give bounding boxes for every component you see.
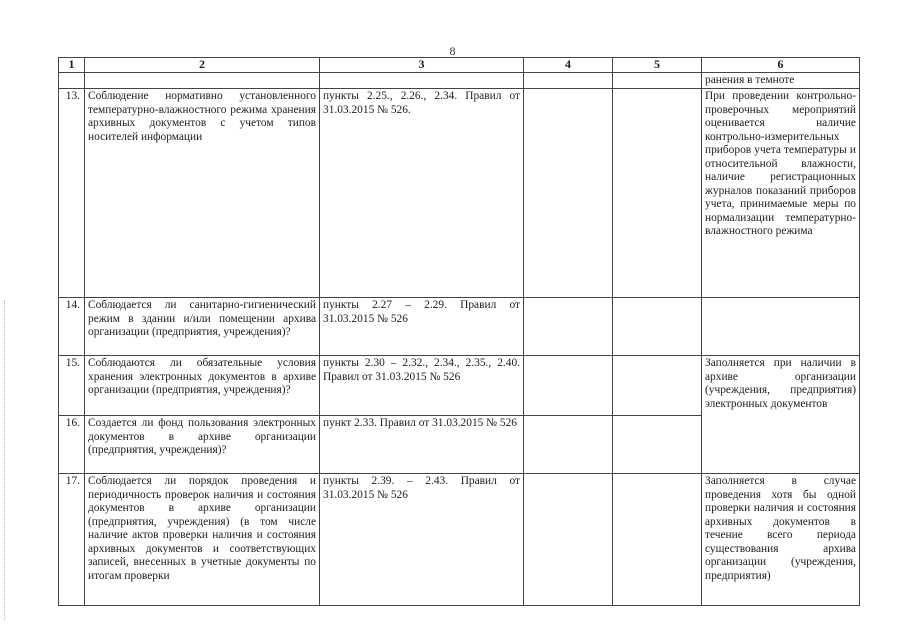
col4-cell <box>524 356 613 416</box>
col4-cell <box>524 474 613 606</box>
col4-cell <box>524 298 613 356</box>
continuation-note: ранения в темноте <box>702 72 860 89</box>
table-row-15 <box>59 356 860 416</box>
reference-cell: пункты 2.25., 2.26., 2.34. Правил от 31.03.2015 № 526. <box>320 89 524 298</box>
table-row-14 <box>59 298 860 356</box>
reference-cell: пункт 2.33. Правил от 31.03.2015 № 526 <box>320 416 524 474</box>
row-number: 17. <box>59 474 85 606</box>
cell <box>59 72 85 89</box>
question-cell: Соблюдается ли порядок проведения и периодичность проверок наличия и состояния документов в архиве организации (предприятия, учреждения) (в том числе наличие актов проверки наличия и состояния архивных документов и соответствующих записей, внесенных в учетные документы по итогам проверки <box>85 474 320 606</box>
scan-margin-specks <box>4 300 7 620</box>
table-row-17 <box>59 474 860 606</box>
header-col-6: 6 <box>702 58 860 73</box>
question-cell: Соблюдается ли санитарно-гигиенический режим в здании и/или помещении архива организации (предприятия, учреждения)? <box>85 298 320 356</box>
col5-cell <box>613 298 702 356</box>
reference-cell: пункты 2.39. – 2.43. Правил от 31.03.2015 № 526 <box>320 474 524 606</box>
col5-cell <box>613 416 702 474</box>
inspection-checklist-table <box>58 57 860 606</box>
reference-cell: пункты 2.27 – 2.29. Правил от 31.03.2015 № 526 <box>320 298 524 356</box>
continuation-row <box>59 72 860 89</box>
header-col-5: 5 <box>613 58 702 73</box>
question-cell: Соблюдаются ли обязательные условия хранения электронных документов в архиве организации (предприятия, учреждения)? <box>85 356 320 416</box>
header-row <box>59 58 860 73</box>
cell <box>524 72 613 89</box>
header-col-4: 4 <box>524 58 613 73</box>
header-col-3: 3 <box>320 58 524 73</box>
row-number: 16. <box>59 416 85 474</box>
note-cell <box>702 298 860 356</box>
row-number: 14. <box>59 298 85 356</box>
row-number: 13. <box>59 89 85 298</box>
cell <box>85 72 320 89</box>
col4-cell <box>524 416 613 474</box>
table-row-13 <box>59 89 860 298</box>
question-cell: Соблюдение нормативно установленного температурно-влажностного режима хранения архивных документов с учетом типов носителей информации <box>85 89 320 298</box>
col5-cell <box>613 356 702 416</box>
note-cell: Заполняется в случае проведения хотя бы одной проверки наличия и состояния архивных документов в течение всего периода существования архива организации (учреждения, предприятия) <box>702 474 860 606</box>
col5-cell <box>613 89 702 298</box>
note-cell: При проведении контрольно-проверочных мероприятий оценивается наличие контрольно-измерительных приборов учета температуры и относительной влажности, наличие регистрационных журналов показаний приборов учета, принимаемые меры по нормализации температурно-влажностного режима <box>702 89 860 298</box>
question-cell: Создается ли фонд пользования электронных документов в архиве организации (предприятия, учреждения)? <box>85 416 320 474</box>
col5-cell <box>613 474 702 606</box>
col4-cell <box>524 89 613 298</box>
reference-cell: пункты 2.30 – 2.32., 2.34., 2.35., 2.40. Правил от 31.03.2015 № 526 <box>320 356 524 416</box>
header-col-1: 1 <box>59 58 85 73</box>
page-number: 8 <box>449 44 456 58</box>
header-col-2: 2 <box>85 58 320 73</box>
cell <box>320 72 524 89</box>
note-cell: Заполняется при наличии в архиве организации (учреждения, предприятия) электронных документов <box>702 356 860 474</box>
row-number: 15. <box>59 356 85 416</box>
cell <box>613 72 702 89</box>
